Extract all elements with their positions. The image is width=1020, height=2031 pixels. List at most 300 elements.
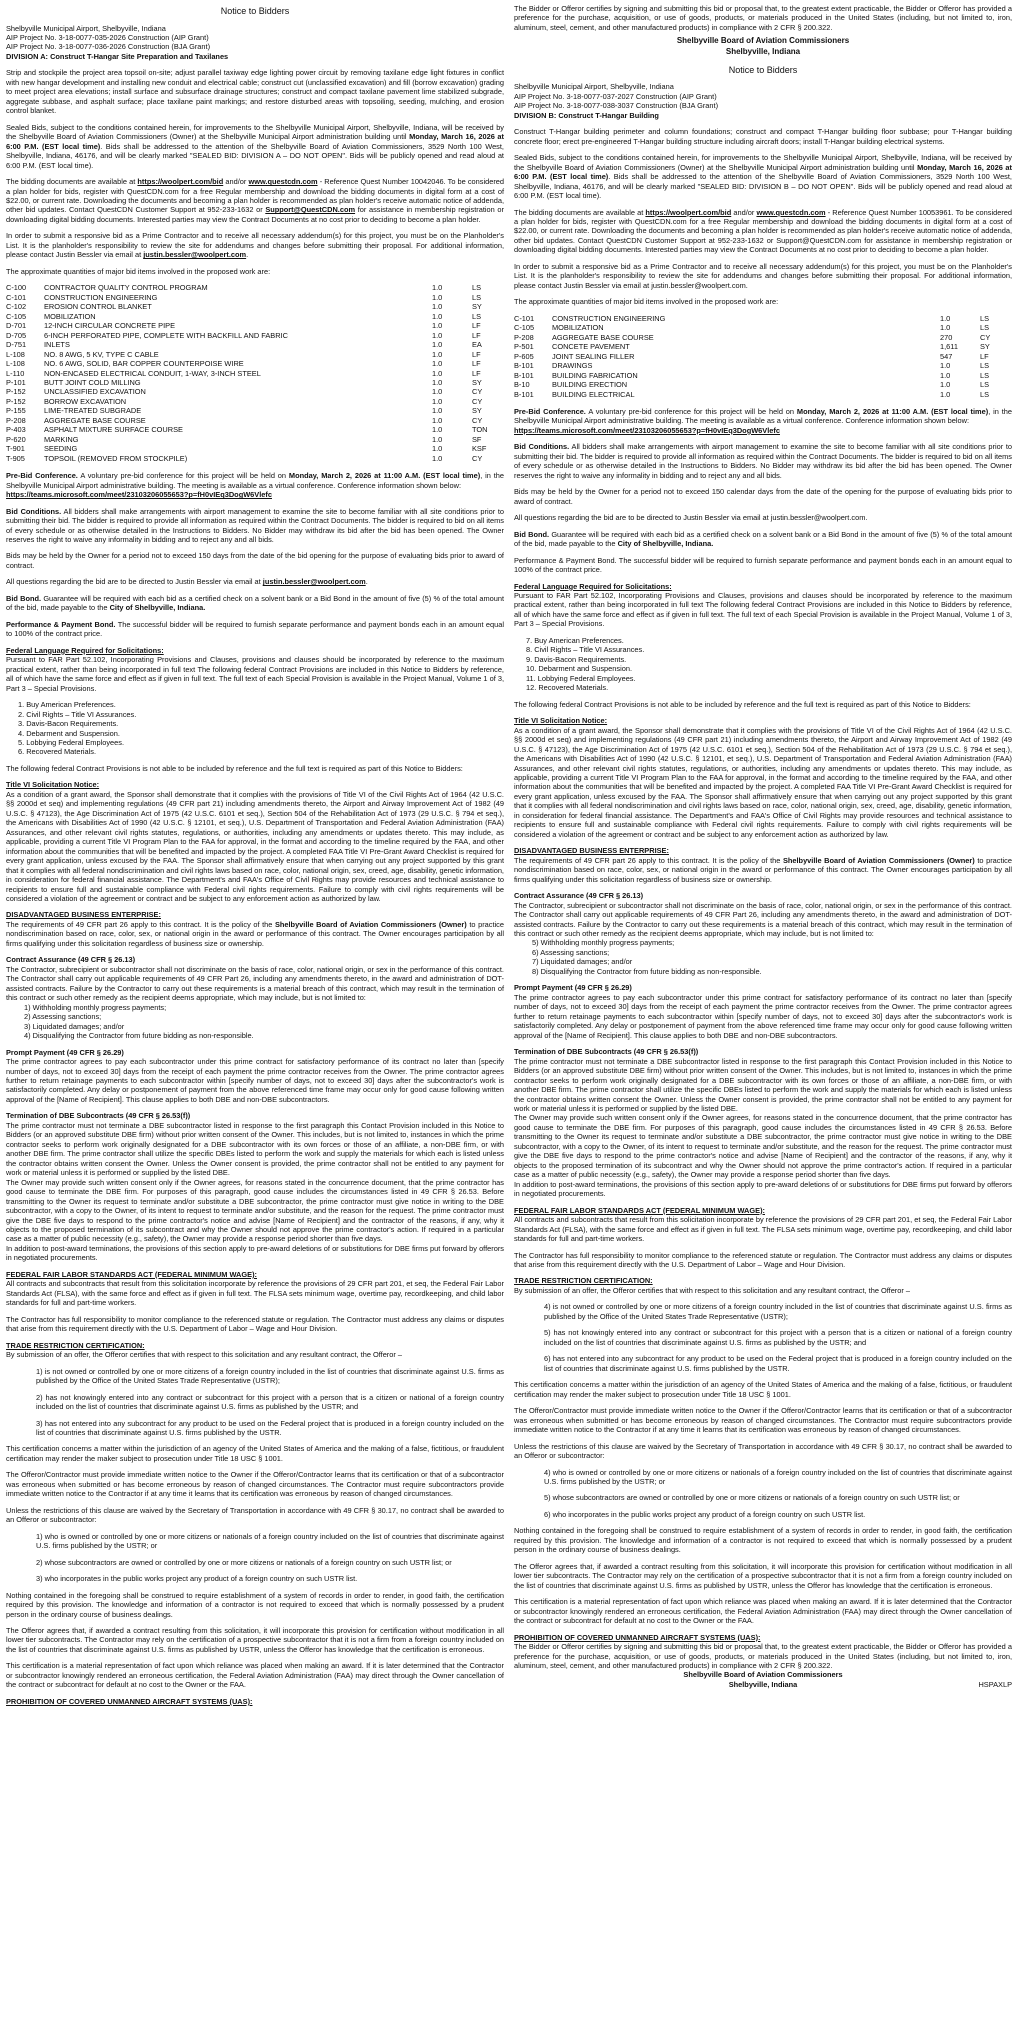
prebid-label: Pre-Bid Conference. xyxy=(514,406,586,416)
item-quantity: 1.0 xyxy=(940,361,951,371)
federal-after-text: The following federal Contract Provisions is not able to be included by reference and the full text is required as part of this Notice to Bidders: xyxy=(514,699,971,709)
item-quantity: 1.0 xyxy=(432,311,443,321)
prebid-paragraph xyxy=(6,471,504,499)
list-item: 3) who incorporates in the public works project any product of a foreign country on such USTR list. xyxy=(36,1574,358,1584)
item-code: P-152 xyxy=(6,396,26,406)
bid-bond-text: Guarantee will be required with each bid as a certified check on a solvent bank or a Bid Bond in the amount of five (5) % of the total amount of the bid, made payable to the xyxy=(6,593,504,613)
sealed-text: Sealed Bids, subject to the conditions contained herein, for improvements to the Shelbyville Municipal Airport, Shelbyville, Indiana, will be received by the Shelbyville Board of Aviation Commissioners (Owner) at the Shelbyville Municipal Airport administration building until xyxy=(514,153,1012,172)
bid-bond-payee: City of Shelbyville, Indiana. xyxy=(617,539,714,549)
trade-intro: By submission of an offer, the Offeror certifies that with respect to this solicitation and any resultant contract, the Offeror – xyxy=(6,1350,403,1360)
questcdn-link[interactable]: www.questcdn.com xyxy=(756,207,826,217)
item-code: C-105 xyxy=(6,311,27,321)
item-quantity: 1.0 xyxy=(432,444,443,454)
item-code: C-101 xyxy=(514,313,535,323)
uas-heading: PROHIBITION OF COVERED UNMANNED AIRCRAFT SYSTEMS (UAS): xyxy=(6,1696,253,1706)
item-description: 12-INCH CIRCULAR CONCRETE PIPE xyxy=(44,321,175,331)
item-code: D-701 xyxy=(6,321,27,331)
item-unit: SY xyxy=(472,406,482,416)
dbe-heading: DISADVANTAGED BUSINESS ENTERPRISE: xyxy=(6,910,161,920)
item-unit: LS xyxy=(980,361,990,371)
item-code: D-751 xyxy=(6,340,27,350)
support-email-link[interactable]: Support@QuestCDN.com xyxy=(265,205,356,215)
item-unit: LS xyxy=(980,313,990,323)
signature-location: Shelbyville, Indiana xyxy=(725,46,801,56)
dbe-text: to practice nondiscrimination based on race, color, sex, or national origin in the award or performance of this contract. The Owner encourages participation by all firms qualifying under this solicitation regardless of business size or ownership. xyxy=(6,919,504,948)
bid-items-table xyxy=(6,283,504,463)
item-description: CONTRACTOR QUALITY CONTROL PROGRAM xyxy=(44,283,208,293)
flsa-heading: FEDERAL FAIR LABOR STANDARDS ACT (FEDERAL MINIMUM WAGE): xyxy=(514,1205,765,1215)
item-description: NO. 6 AWG, SOLID, BAR COPPER COUNTERPOISE WIRE xyxy=(44,359,244,369)
flsa-text: The Contractor has full responsibility to monitor compliance to the referenced statute or regulation. The Contractor must address any claims or disputes that arise from this requirement directly with the U.S. Department of Labor – Wage and Hour Division. xyxy=(6,1314,504,1334)
item-code: P-101 xyxy=(6,377,26,387)
item-unit: LS xyxy=(980,380,990,390)
item-unit: EA xyxy=(472,340,482,350)
trade-text: Unless the restrictions of this clause are waived by the Secretary of Transportation in accordance with 49 CFR § 30.17, no contract shall be awarded to an Offeror or subcontractor: xyxy=(514,1441,1012,1461)
list-item: 4) Disqualifying the Contractor from future bidding as non-responsible. xyxy=(24,1031,254,1041)
item-unit: TON xyxy=(472,425,488,435)
federal-provisions-list xyxy=(514,636,1012,693)
item-quantity: 1.0 xyxy=(432,359,443,369)
dbe-paragraph xyxy=(514,856,1012,884)
item-quantity: 1.0 xyxy=(432,349,443,359)
item-unit: CY xyxy=(472,396,483,406)
item-description: BUILDING ELECTRICAL xyxy=(552,389,635,399)
responsive-bid-paragraph: In order to submit a responsive bid as a Prime Contractor and to receive all necessary addendum(s) for this project, you must be on the Planholder's List. It is the planholder's responsibility to review the site for addendums and changes before submitting their proposal. For additional information, please contact Justin Bessler via email at justin.bessler@woolpert.com. xyxy=(6,231,504,260)
item-quantity: 1.0 xyxy=(432,283,443,293)
item-description: ASPHALT MIXTURE SURFACE COURSE xyxy=(44,425,183,435)
termination-heading: Termination of DBE Subcontracts (49 CFR § 26.53(f)) xyxy=(514,1047,699,1057)
item-code: T-901 xyxy=(6,444,25,454)
item-description: INLETS xyxy=(44,340,70,350)
woolpert-link[interactable]: https://woolpert.com/bid xyxy=(645,207,732,217)
sealed-text: . Bids shall be addressed to the attention of the Shelbyville Board of Aviation Commissioners, 3529 North 100 West, Shelbyville, Indiana, 46176, and will be clearly marked "SEALED BID: DIVISION A – DO NOT OPEN". Bids will be publicly opened and read aloud at 6:00 P.M. (EST local time). xyxy=(6,141,504,170)
federal-language-heading: Federal Language Required for Solicitations: xyxy=(514,581,672,591)
termination-heading: Termination of DBE Subcontracts (49 CFR § 26.53(f)) xyxy=(6,1111,191,1121)
item-description: MOBILIZATION xyxy=(44,311,96,321)
item-quantity: 1.0 xyxy=(432,340,443,350)
header-line: AIP Project No. 3-18-0077-035-2026 Construction (AIP Grant) xyxy=(6,32,209,42)
signature-block xyxy=(683,1670,842,1689)
federal-provisions-list xyxy=(6,700,504,757)
item-quantity: 1,611 xyxy=(940,342,958,352)
bid-bond-label: Bid Bond. xyxy=(514,529,550,539)
item-description: NO. 8 AWG, 5 KV, TYPE C CABLE xyxy=(44,349,159,359)
item-description: UNCLASSIFIED EXCAVATION xyxy=(44,387,146,397)
flsa-text: The Contractor has full responsibility to monitor compliance to the referenced statute or regulation. The Contractor must address any claims or disputes that arise from this requirement directly with the U.S. Department of Labor – Wage and Hour Division. xyxy=(514,1250,1012,1270)
contract-assurance-list xyxy=(6,1003,504,1041)
item-unit: KSF xyxy=(472,444,487,454)
item-description: AGGREGATE BASE COURSE xyxy=(44,415,146,425)
teams-meeting-link[interactable]: https://teams.microsoft.com/meet/23103206055653?p=fH0vIEq3DogW6Vlefc xyxy=(514,425,780,435)
item-description: CONCETE PAVEMENT xyxy=(552,342,630,352)
item-description: DRAWINGS xyxy=(552,361,593,371)
header-line: AIP Project No. 3-18-0077-036-2026 Construction (BJA Grant) xyxy=(6,42,211,52)
bid-conditions-label: Bid Conditions. xyxy=(514,442,570,452)
item-quantity: 1.0 xyxy=(432,292,443,302)
item-description: MOBILIZATION xyxy=(552,323,604,333)
bid-conditions-paragraph xyxy=(6,507,504,545)
item-description: CONSTRUCTION ENGINEERING xyxy=(552,313,666,323)
federal-language-intro: Pursuant to FAR Part 52.102, Incorporating Provisions and Clauses, provisions and clauses should be incorporated by reference to the maximum practical extent, rather than being incorporated in full text The following federal Contract Provisions are included in this Notice to Bidders by reference, all of which have the same force and effect as if given in full text. The full text of each Special Provision is available in the Project Manual, Volume 1 of 3, Part 3 – Special Provisions. xyxy=(514,591,1012,629)
list-item: 7) Liquidated damages; and/or xyxy=(532,957,633,967)
item-code: B-101 xyxy=(514,361,534,371)
item-description: SEEDING xyxy=(44,444,78,454)
continued-text: The Bidder or Offeror certifies by signing and submitting this bid or proposal that, to the greatest extent practicable, the Bidder or Offeror has provided a preference for the purchase, acquisition, or use of goods, products, or materials produced in the United States (including, but not limited to, iron, aluminum, steel, cement, and other manufactured products) in compliance with 2 CFR § 200.322. xyxy=(514,4,1012,32)
item-quantity: 1.0 xyxy=(940,323,951,333)
item-description: 6-INCH PERFORATED PIPE, COMPLETE WITH BACKFILL AND FABRIC xyxy=(44,330,288,340)
list-item: 5) has not knowingly entered into any contract or subcontract for this project with a person that is a citizen or national of a foreign country included on the list of countries that discriminate against U.S. firms as published by the USTR; and xyxy=(544,1328,1012,1347)
prebid-paragraph xyxy=(514,407,1012,435)
trade-intro: By submission of an offer, the Offeror certifies that with respect to this solicitation and any resultant contract, the Offeror – xyxy=(514,1285,911,1295)
list-item: 6) has not entered into any subcontract for any product to be used on the Federal project that is produced in a foreign country included on the list of countries that discriminate against U.S. firms published by the USTR. xyxy=(544,1354,1012,1373)
item-quantity: 1.0 xyxy=(432,377,443,387)
performance-bond-paragraph: Performance & Payment Bond. The successful bidder will be required to furnish separate performance and payment bonds each in an amount equal to 100% of the contract price. xyxy=(514,555,1012,575)
trade-text: This certification is a material representation of fact upon which reliance was placed when making an award. If it is later determined that the Contractor or subcontractor knowingly rendered an erroneous certification, the Federal Aviation Administration (FAA) may direct through the Owner cancellation of the contract or subcontract for default at no cost to the Owner or the FAA. xyxy=(6,1661,504,1690)
bidding-documents-paragraph xyxy=(6,177,504,224)
prebid-date: Monday, March 2, 2026 at 11:00 A.M. (EST local time) xyxy=(288,471,481,481)
termination-text: In addition to post-award terminations, the provisions of this section apply to pre-award deletions of or substitutions for DBE firms put forward by offerors in negotiated procurements. xyxy=(6,1243,504,1263)
trade-text: This certification concerns a matter within the jurisdiction of an agency of the United States of America and the making of a false, fictitious, or fraudulent certification may render the maker subject to prosecution under Title 18 USC § 1001. xyxy=(6,1444,504,1463)
item-quantity: 1.0 xyxy=(940,313,951,323)
item-code: L-110 xyxy=(6,368,25,378)
termination-text: The Owner may provide such written consent only if the Owner agrees, for reasons stated in the concurrence document, that the prime contractor has good cause to terminate the DBE firm. For purposes of this paragraph, good cause includes the circumstances listed in 49 CFR § 26.53. Before transmitting to the Owner its request to terminate and/or substitute a DBE subcontractor, the prime contractor must give notice in writing to the DBE subcontractor, with a copy to the Owner, of its intent to request to terminate and/or substitute, and the reason for the request. The prime contractor must give the DBE five days to respond to the prime contractor's notice and advise [Name of Recipient] and the contractor of the reasons, if any, why it objects to the proposed termination of its subcontract and why the Owner should not approve the prime contractor's action. If required in a particular case as a matter of public necessity (e.g., safety), the Owner may provide a response period shorter than five days. xyxy=(514,1113,1012,1180)
trade-restriction-heading: TRADE RESTRICTION CERTIFICATION: xyxy=(514,1276,653,1286)
list-item: 5) whose subcontractors are owned or controlled by one or more citizens or nationals of a foreign country on such USTR list; or xyxy=(544,1493,960,1503)
termination-text: The Owner may provide such written consent only if the Owner agrees, for reasons stated in the concurrence document, that the prime contractor has good cause to terminate the DBE firm. For purposes of this paragraph, good cause includes the circumstances listed in 49 CFR § 26.53. Before transmitting to the Owner its request to terminate and/or substitute a DBE subcontractor, the prime contractor must give notice in writing to the DBE subcontractor, with a copy to the Owner, of its intent to request to terminate and/or substitute, and the reason for the request. The prime contractor must give the DBE five days to respond to the prime contractor's notice and advise [Name of Recipient] and the contractor of the reasons, if any, why it objects to the proposed termination of its subcontract and why the Owner should not approve the prime contractor's action. If required in a particular case as a matter of public necessity (e.g., safety), the Owner may provide a response period shorter than five days. xyxy=(6,1177,504,1244)
docs-text: and/or xyxy=(733,207,755,217)
item-code: T-905 xyxy=(6,453,25,463)
bid-items-table xyxy=(514,314,1012,399)
bid-bond-text: Guarantee will be required with each bid as a certified check on a solvent bank or a Bid Bond in the amount of five (5) % of the total amount of the bid, made payable to the xyxy=(514,529,1012,549)
item-code: L-108 xyxy=(6,349,25,359)
item-code: D-705 xyxy=(6,330,27,340)
item-description: JOINT SEALING FILLER xyxy=(552,351,635,361)
questcdn-link[interactable]: www.questcdn.com xyxy=(248,177,318,187)
dbe-text: The requirements of 49 CFR part 26 apply to this contract. It is the policy of the xyxy=(6,919,273,929)
questions-paragraph: All questions regarding the bid are to be directed to Justin Bessler via email at justin.bessler@woolpert.com. xyxy=(6,577,368,587)
prebid-text: A voluntary pre-bid conference for this project will be held on xyxy=(588,406,795,416)
flsa-heading: FEDERAL FAIR LABOR STANDARDS ACT (FEDERAL MINIMUM WAGE): xyxy=(6,1269,257,1279)
item-unit: SY xyxy=(472,377,482,387)
item-code: C-100 xyxy=(6,283,27,293)
item-description: BUILDING ERECTION xyxy=(552,380,628,390)
list-item: 2) has not knowingly entered into any contract or subcontract for this project with a person that is a citizen or national of a foreign country included on the list of countries that discriminate against U.S. firms as published by the USTR; and xyxy=(36,1392,504,1412)
bid-conditions-text: All bidders shall make arrangements with airport management to examine the site to become familiar with all site conditions prior to submitting their bid. The bidder is required to provide all information as required within the Contract Documents. The bidder is required to bid on all items of every schedule or as otherwise detailed in the Instructions to Bidders. No Bidder may withdraw its bid after the bid has been opened. The Owner reserves the right to waive any informality in bidding and to reject any and all bids. xyxy=(6,506,504,545)
prebid-date: Monday, March 2, 2026 at 11:00 A.M. (EST local time) xyxy=(796,406,989,416)
item-unit: LS xyxy=(980,370,990,380)
list-item: 10. Debarment and Suspension. xyxy=(526,664,633,674)
scope-paragraph: Strip and stockpile the project area topsoil on-site; adjust parallel taxiway edge lighting power circuit by removing taxilane edge light fixtures in conflict with new hangar development and installing new conduit and electrical cable; construct cut (unclassified excavation) and fill (borrow excavation) grading to meet project area elevations; install surface and subsurface drainage structures; construct and compact taxilane pavement lime stabilized subgrade, aggregate subbase, and asphalt surface; place taxilane paint markings; and restore disturbed areas with topsoiling, seeding, mulching, and erosion control blanket. xyxy=(6,68,504,116)
item-quantity: 1.0 xyxy=(432,396,443,406)
item-quantity: 1.0 xyxy=(432,368,443,378)
item-unit: LF xyxy=(980,351,989,361)
list-item: 5) Withholding monthly progress payments; xyxy=(532,938,675,948)
division-heading: DIVISION B: Construct T-Hangar Building xyxy=(514,110,659,120)
footer xyxy=(514,1670,1012,1689)
item-unit: LS xyxy=(980,323,990,333)
teams-meeting-link[interactable]: https://teams.microsoft.com/meet/23103206055653?p=fH0vIEq3DogW6Vlefc xyxy=(6,490,272,500)
prompt-payment-heading: Prompt Payment (49 CFR § 26.29) xyxy=(6,1047,124,1057)
trade-text: The Offeror agrees that, if awarded a contract resulting from this solicitation, it will incorporate this provision for certification without modification in all lower tier subcontracts. The Contractor may rely on the certification of a prospective subcontractor that it is not a firm from a foreign country included on the list of countries that discriminate against U.S. firms as published by USTR, unless the Offeror has knowledge that the certification is erroneous. xyxy=(6,1626,504,1654)
trade-list-2 xyxy=(514,1468,1012,1520)
item-quantity: 1.0 xyxy=(940,380,951,390)
bid-bond-paragraph xyxy=(6,594,504,613)
item-code: B-101 xyxy=(514,370,534,380)
sealed-text: Sealed Bids, subject to the conditions contained herein, for improvements to the Shelbyville Municipal Airport, Shelbyville, Indiana, will be received by the Shelbyville Board of Aviation Commissioners (Owner) at the Shelbyville Municipal Airport administration building until xyxy=(6,122,504,142)
list-item: 9. Davis-Bacon Requirements. xyxy=(526,654,627,664)
signature-name: Shelbyville Board of Aviation Commissioners xyxy=(676,36,850,46)
item-quantity: 1.0 xyxy=(432,434,443,444)
item-description: TOPSOIL (REMOVED FROM STOCKPILE) xyxy=(44,453,188,463)
item-quantity: 1.0 xyxy=(432,406,443,416)
list-item: 1) is not owned or controlled by one or more citizens of a foreign country included in the list of countries that discriminate against U.S. firms as published by the Office of the United States Trade Representative (USTR); xyxy=(36,1366,504,1386)
termination-text: The prime contractor must not terminate a DBE subcontractor listed in response to the first paragraph this Contact Provision included in this Notice to Bidders (or an approved substitute DBE firm) without prior written consent of the Owner. This includes, but is not limited to, instances in which the prime contractor seeks to perform work originally designated for a DBE subcontractor with its own forces or those of an affiliate, a non-DBE firm, or with another DBE firm. The prime contractor shall utilize the specific DBEs listed to perform the work and supply the materials for which each is listed unless the contractor obtains written consent the Owner. Unless the Owner consent is provided, the prime contractor shall not be entitled to any payment for work or material unless it is performed or supplied by the listed DBE. xyxy=(514,1056,1012,1113)
dbe-text: The requirements of 49 CFR part 26 apply to this contract. It is the policy of the xyxy=(514,855,781,865)
sealed-bids-paragraph xyxy=(514,153,1012,200)
item-description: LIME-TREATED SUBGRADE xyxy=(44,406,142,416)
list-item: 1) Withholding monthly progress payments; xyxy=(24,1002,167,1012)
federal-language-heading: Federal Language Required for Solicitations: xyxy=(6,645,164,655)
notice-title: Notice to Bidders xyxy=(220,6,290,16)
division-heading: DIVISION A: Construct T-Hangar Site Preparation and Taxilanes xyxy=(6,51,229,61)
list-item: 12. Recovered Materials. xyxy=(526,683,609,693)
item-unit: CY xyxy=(472,415,483,425)
trade-text: Unless the restrictions of this clause are waived by the Secretary of Transportation in accordance with 49 CFR § 30.17, no contract shall be awarded to an Offeror or subcontractor: xyxy=(6,1505,504,1525)
item-code: B-101 xyxy=(514,389,534,399)
title-vi-text: As a condition of a grant award, the Sponsor shall demonstrate that it complies with the provisions of Title VI of the Civil Rights Act of 1964 (42 U.S.C. §§ 2000d et seq) and implementing regulations (49 CFR part 21) including amendments thereto, the Airport and Airway Improvement Act of 1982 (49 U.S.C. § 47123), the Age Discrimination Act of 1975 (42 U.S.C. 6101 et seq.), Section 504 of the Rehabilitation Act of 1973 (29 U.S.C. § 794 et seq.), the Americans with Disabilities Act of 1990 (42 U.S.C. § 12101, et seq.), U.S. Department of Transportation and Federal Aviation Administration (FAA) Assurances, and other relevant civil rights statutes, regulations, or authorities, including any amendments or updates thereto. This may include, as applicable, providing a current Title VI Program Plan to the FAA for approval, in the format and according to the timeline required by the FAA, and other information about the communities that will be benefited and impacted by the project. A completed FAA Title VI Pre-Grant Award Checklist is required for every grant application, unless excused by the FAA. The Sponsor shall affirmatively ensure that when carrying out any project supported by this grant that it complies with all federal nondiscrimination and civil rights laws based on race, color, national origin, sex, creed, age, disability, genetic information, in consideration for federal financial assistance. The Department's and FAA's Office of Civil Rights may provide resources and technical assistance to recipients to ensure full and sustainable compliance with Federal civil rights requirements. Failure to comply with civil rights requirements will be considered a violation of the agreement or contract and be subject to any enforcement action as authorized by law. xyxy=(514,725,1012,839)
list-item: 4) who is owned or controlled by one or more citizens or nationals of a foreign country included on the list of countries that discriminate against U.S. firms published by the USTR; or xyxy=(544,1467,1012,1486)
prebid-label: Pre-Bid Conference. xyxy=(6,471,78,481)
item-unit: LF xyxy=(472,330,481,340)
questions-paragraph: All questions regarding the bid are to be directed to Justin Bessler via email at justin.bessler@woolpert.com. xyxy=(514,513,868,523)
item-quantity: 547 xyxy=(940,351,953,361)
item-unit: LF xyxy=(472,359,481,369)
list-item: 2) Assessing sanctions; xyxy=(24,1012,102,1022)
item-unit: SY xyxy=(980,342,990,352)
trade-list xyxy=(6,1367,504,1438)
questions-email-link[interactable]: justin.bessler@woolpert.com xyxy=(262,577,366,587)
prebid-text: A voluntary pre-bid conference for this project will be held on xyxy=(80,471,287,481)
item-unit: LS xyxy=(980,389,990,399)
quantities-intro: The approximate quantities of major bid items involved in the proposed work are: xyxy=(514,297,779,307)
sealed-bids-paragraph xyxy=(6,123,504,170)
signature-name: Shelbyville Board of Aviation Commissioners xyxy=(683,1670,843,1680)
trade-list-2 xyxy=(6,1532,504,1584)
item-quantity: 1.0 xyxy=(432,415,443,425)
list-item: 1. Buy American Preferences. xyxy=(18,700,116,710)
prompt-payment-text: The prime contractor agrees to pay each subcontractor under this prime contract for satisfactory performance of its contract no later than [specify number of days, not to exceed 30] days from the receipt of each payment the prime contractor receives from the Owner. The prime contractor agrees further to return retainage payments to each subcontractor within [specify number of days, not to exceed 30] days after the subcontractor's work is satisfactorily completed. Any delay or postponement of payment from the above referenced time frame may occur only for good cause following written approval of the [Name of Recipient]. This clause applies to both DBE and non-DBE subcontractors. xyxy=(6,1057,504,1104)
contract-assurance-heading: Contract Assurance (49 CFR § 26.13) xyxy=(514,891,644,901)
item-quantity: 1.0 xyxy=(432,321,443,331)
title-vi-heading: Title VI Solicitation Notice: xyxy=(6,780,100,790)
list-item: 2. Civil Rights – Title VI Assurances. xyxy=(18,709,137,719)
quantities-intro: The approximate quantities of major bid items involved in the proposed work are: xyxy=(6,266,271,276)
item-description: BUILDING FABRICATION xyxy=(552,370,638,380)
woolpert-link[interactable]: https://woolpert.com/bid xyxy=(137,177,224,187)
item-code: P-208 xyxy=(6,415,26,425)
bid-period-paragraph: Bids may be held by the Owner for a period not to exceed 150 calendar days from the date of the opening for the purpose of evaluating bids prior to award of contract. xyxy=(514,487,1012,506)
item-code: C-105 xyxy=(514,323,535,333)
header-line: AIP Project No. 3-18-0077-038-3037 Construction (BJA Grant) xyxy=(514,101,719,111)
item-quantity: 1.0 xyxy=(940,389,951,399)
list-item: 8. Civil Rights – Title VI Assurances. xyxy=(526,645,645,655)
list-item: 11. Lobbying Federal Employees. xyxy=(526,673,636,683)
contract-assurance-heading: Contract Assurance (49 CFR § 26.13) xyxy=(6,955,136,965)
item-quantity: 1.0 xyxy=(432,425,443,435)
item-code: B-10 xyxy=(514,380,530,390)
uas-text: The Bidder or Offeror certifies by signing and submitting this bid or proposal that, to the greatest extent practicable, the Bidder or Offeror has provided a preference for the purchase, acquisition, or use of goods, products, or materials produced in the United States (including, but not limited to, iron, aluminum, steel, cement, and other manufactured products) in compliance with 2 CFR § 200.322. xyxy=(514,1642,1012,1671)
list-item: 8) Disqualifying the Contractor from future bidding as non-responsible. xyxy=(532,966,762,976)
list-item: 6) who incorporates in the public works project any product of a foreign country on such USTR list. xyxy=(544,1509,866,1519)
trade-text: The Offeror agrees that, if awarded a contract resulting from this solicitation, it will incorporate this provision for certification without modification in all lower tier subcontracts. The Contractor may rely on the certification of a prospective subcontractor that it is not a firm from a foreign country included on the list of countries that discriminate against U.S. firms as published by USTR, unless the Offeror has knowledge that the certification is erroneous. xyxy=(514,1561,1012,1590)
title-vi-heading: Title VI Solicitation Notice: xyxy=(514,716,608,726)
bid-deadline: Monday, March 16, 2026 at 6:00 P.M. (EST local time) xyxy=(514,162,1012,182)
item-description: BORROW EXCAVATION xyxy=(44,396,127,406)
bidding-documents-paragraph xyxy=(514,208,1012,255)
item-unit: LF xyxy=(472,349,481,359)
bid-deadline: Monday, March 16, 2026 at 6:00 P.M. (EST local time) xyxy=(6,132,504,151)
bid-bond-label: Bid Bond. xyxy=(6,593,42,603)
item-description: BUTT JOINT COLD MILLING xyxy=(44,377,141,387)
performance-bond-paragraph xyxy=(6,620,504,639)
header-line: Shelbyville Municipal Airport, Shelbyville, Indiana xyxy=(6,23,166,33)
item-description: AGGREGATE BASE COURSE xyxy=(552,332,654,342)
signature-location: Shelbyville, Indiana xyxy=(728,1679,798,1689)
scope-paragraph: Construct T-Hangar building perimeter and column foundations; construct and compact T-Hangar building floor subbase; pour T-Hangar building concrete floor; erect pre-engineered T-Hangar building structure including aircraft doors; install T-Hangar building electrical systems. xyxy=(514,127,1012,146)
flsa-text: All contracts and subcontracts that result from this solicitation incorporate by reference the provisions of 29 CFR part 201, et seq, the Federal Fair Labor Standards Act (FLSA), with the same force and effect as if given in full text. The FLSA sets minimum wage, overtime pay, recordkeeping, and child labor standards for full and part-time workers. xyxy=(514,1215,1012,1244)
list-item: 3) has not entered into any subcontract for any product to be used on the Federal project that is produced in a foreign country included on the list of countries that discriminate against U.S. firms published by the USTR. xyxy=(36,1418,504,1437)
item-unit: CY xyxy=(472,453,483,463)
dbe-text: to practice nondiscrimination based on race, color, sex, or national origin in the award or performance of this contract. The Owner encourages participation by all firms qualifying under this solicitation regardless of business size or ownership. xyxy=(514,855,1012,884)
uas-heading: PROHIBITION OF COVERED UNMANNED AIRCRAFT SYSTEMS (UAS): xyxy=(514,1632,761,1642)
responsive-text: In order to submit a responsive bid as a Prime Contractor and to receive all necessary addendum(s) for this project, you must be on the Planholder's List. It is the planholder's responsibility to review the site for addendums and changes before submitting their proposal. For additional information, please contact Justin Bessler via email at xyxy=(6,231,504,260)
header-line: AIP Project No. 3-18-0077-037-2027 Construction (AIP Grant) xyxy=(514,91,717,101)
item-unit: LF xyxy=(472,321,481,331)
item-quantity: 1.0 xyxy=(432,387,443,397)
item-code: P-620 xyxy=(6,434,26,444)
title-vi-text: As a condition of a grant award, the Sponsor shall demonstrate that it complies with the provisions of Title VI of the Civil Rights Act of 1964 (42 U.S.C. §§ 2000d et seq) and implementing regulations (49 CFR part 21) including amendments thereto, the Airport and Airway Improvement Act of 1982 (49 U.S.C. § 47123), the Age Discrimination Act of 1975 (42 U.S.C. 6101 et seq.), Section 504 of the Rehabilitation Act of 1973 (29 U.S.C. § 794 et seq.), the Americans with Disabilities Act of 1990 (42 U.S.C. § 12101, et seq.), U.S. Department of Transportation and Federal Aviation Administration (FAA) Assurances, and other relevant civil rights statutes, regulations, or authorities, including any amendments or updates thereto. This may include, as applicable, providing a current Title VI Program Plan to the FAA for approval, in the format and according to the timeline required by the FAA, and other information about the communities that will be benefited and impacted by the project. A completed FAA Title VI Pre-Grant Award Checklist is required for every grant application, unless excused by the FAA. The Sponsor shall affirmatively ensure that when carrying out any project supported by this grant that it complies with all federal nondiscrimination and civil rights laws based on race, color, national origin, sex, creed, age, disability, genetic information, in consideration for federal financial assistance. The Department's and FAA's Office of Civil Rights may provide resources and technical assistance to recipients to ensure full and sustainable compliance with Federal civil rights requirements. Failure to comply with civil rights requirements will be considered a violation of the agreement or contract and be subject to any enforcement action as authorized by law. xyxy=(6,789,504,904)
trade-text: This certification concerns a matter within the jurisdiction of an agency of the United States of America and the making of a false, fictitious, or fraudulent certification may render the maker subject to prosecution under Title 18 USC § 1001. xyxy=(514,1380,1012,1399)
item-code: P-152 xyxy=(6,387,26,397)
list-item: 6. Recovered Materials. xyxy=(18,747,97,757)
item-code: C-101 xyxy=(6,292,27,302)
trade-restriction-heading: TRADE RESTRICTION CERTIFICATION: xyxy=(6,1340,145,1350)
list-item: 7. Buy American Preferences. xyxy=(526,635,624,645)
item-description: EROSION CONTROL BLANKET xyxy=(44,302,152,312)
questions-text: All questions regarding the bid are to be directed to Justin Bessler via email at xyxy=(6,577,261,587)
notice-division-a xyxy=(6,4,504,1706)
responsive-bid-paragraph: In order to submit a responsive bid as a Prime Contractor and to receive all necessary addendum(s) for this project, you must be on the Planholder's List. It is the planholder's responsibility to review the site for addendums and changes before submitting their proposal. For additional information, please contact Justin Bessler via email at justin.bessler@woolpert.com. xyxy=(514,261,1012,290)
item-unit: LS xyxy=(472,283,482,293)
item-code: P-403 xyxy=(6,425,26,435)
contract-assurance-list xyxy=(514,938,1012,976)
list-item: 6) Assessing sanctions; xyxy=(532,947,610,957)
bid-conditions-label: Bid Conditions. xyxy=(6,506,62,516)
docs-text: The bidding documents are available at xyxy=(6,177,136,187)
trade-text: The Offeror/Contractor must provide immediate written notice to the Owner if the Offeror/Contractor learns that its certification or that of a subcontractor was erroneous when submitted or has become erroneous by reason of changed circumstances. The Contractor must require subcontractors provide immediate written notice to the Contractor if at any time it learns that its certification was erroneous by reason of changed circumstances. xyxy=(6,1470,504,1499)
prompt-payment-heading: Prompt Payment (49 CFR § 26.29) xyxy=(514,983,632,993)
federal-language-intro: Pursuant to FAR Part 52.102, Incorporating Provisions and Clauses, provisions and clauses should be incorporated by reference to the maximum practical extent, rather than being incorporated in full text The following federal Contract Provisions are included in this Notice to Bidders by reference, all of which have the same force and effect as if given in full text. The full text of each Special Provision is available in the Project Manual, Volume 1 of 3, Part 3 – Special Provisions. xyxy=(6,655,504,693)
item-quantity: 1.0 xyxy=(432,330,443,340)
list-item: 3. Davis-Bacon Requirements. xyxy=(18,719,119,729)
item-quantity: 1.0 xyxy=(432,453,443,463)
contract-assurance-text: The Contractor, subrecipient or subcontractor shall not discriminate on the basis of race, color, national origin, or sex in the performance of this contract. The Contractor shall carry out applicable requirements of 49 CFR Part 26, including any amendments thereto, in the award and administration of DOT-assisted contracts. Failure by the Contractor to carry out these requirements is a material breach of this contract, which may result in the termination of this contract or such other remedy as the recipient deems appropriate, which may include, but is not limited to: xyxy=(514,900,1012,939)
list-item: 2) whose subcontractors are owned or controlled by one or more citizens or nationals of a foreign country on such USTR list; or xyxy=(36,1557,452,1567)
item-unit: SY xyxy=(472,302,482,312)
sealed-text: . Bids shall be addressed to the attention of the Shelbyville Board of Aviation Commissioners, 3529 North 100 West, Shelbyville, Indiana, 46176, and will be clearly marked "SEALED BID: DIVISION B – DO NOT OPEN". Bids will be publicly opened and read aloud at 6:00 P.M. (EST local time). xyxy=(514,172,1012,201)
item-unit: LF xyxy=(472,368,481,378)
contact-email-link[interactable]: justin.bessler@woolpert.com xyxy=(143,250,247,260)
item-code: P-605 xyxy=(514,351,534,361)
item-unit: SF xyxy=(472,434,482,444)
bid-bond-payee: City of Shelbyville, Indiana. xyxy=(109,603,206,613)
list-item: 5. Lobbying Federal Employees. xyxy=(18,737,124,747)
item-unit: LS xyxy=(472,292,482,302)
trade-list xyxy=(514,1302,1012,1373)
performance-bond-text: The successful bidder will be required to furnish separate performance and payment bonds each in an amount equal to 100% of the contract price. xyxy=(6,619,504,639)
termination-text: In addition to post-award terminations, the provisions of this section apply to pre-award deletions of or substitutions for DBE firms put forward by offerors in negotiated procurements. xyxy=(514,1179,1012,1199)
item-description: MARKING xyxy=(44,434,79,444)
flsa-text: All contracts and subcontracts that result from this solicitation incorporate by reference the provisions of 29 CFR part 201, et seq, the Federal Fair Labor Standards Act (FLSA), with the same force and effect as if given in full text. The FLSA sets minimum wage, overtime pay, recordkeeping, and child labor standards for full and part-time workers. xyxy=(6,1279,504,1308)
item-code: P-155 xyxy=(6,406,26,416)
item-code: L-108 xyxy=(6,359,25,369)
docs-text: for assistance in membership registration or downloading digital bidding documents. Interested parties may view the Contract Documents at no cost prior to deciding to become a plan holder. xyxy=(6,205,504,224)
dbe-heading: DISADVANTAGED BUSINESS ENTERPRISE: xyxy=(514,846,669,856)
item-quantity: 270 xyxy=(940,332,953,342)
item-unit: LS xyxy=(472,311,482,321)
item-unit: CY xyxy=(980,332,991,342)
notice-division-b xyxy=(514,4,1012,1689)
item-unit: CY xyxy=(472,387,483,397)
docs-text: and/or xyxy=(225,177,247,187)
contract-assurance-text: The Contractor, subrecipient or subcontractor shall not discriminate on the basis of race, color, national origin, or sex in the performance of this contract. The Contractor shall carry out applicable requirements of 49 CFR Part 26, including any amendments thereto, in the award and administration of DOT-assisted contracts. Failure by the Contractor to carry out these requirements is a material breach of this contract, which may result in the termination of this contract or such other remedy as the recipient deems appropriate, which may include, but is not limited to: xyxy=(6,964,504,1003)
prebid-text: , in the Shelbyville Municipal Airport administrative building. The meeting is available as a virtual conference. Conference information shown below: xyxy=(514,406,1012,426)
item-quantity: 1.0 xyxy=(432,302,443,312)
trade-text: Nothing contained in the foregoing shall be construed to require establishment of a system of records in order to render, in good faith, the certification required by this provision. The knowledge and information of a contractor is not required to exceed that which is normally possessed by a prudent person in the ordinary course of business dealings. xyxy=(514,1526,1012,1555)
item-code: P-501 xyxy=(514,342,534,352)
bid-period-paragraph: Bids may be held by the Owner for a period not to exceed 150 days from the date of the bid opening for the purpose of evaluating bids prior to award of contract. xyxy=(6,551,504,570)
trade-text: This certification is a material representation of fact upon which reliance was placed when making an award. If it is later determined that the Contractor or subcontractor knowingly rendered an erroneous certification, the Federal Aviation Administration (FAA) may direct through the Owner cancellation of the contract or subcontract for default at no cost to the Owner or the FAA. xyxy=(514,1597,1012,1626)
trade-text: Nothing contained in the foregoing shall be construed to require establishment of a system of records in order to render, in good faith, the certification required by this provision. The knowledge and information of a contractor is not required to exceed that which is normally possessed by a prudent person in the ordinary course of business dealings. xyxy=(6,1590,504,1619)
prebid-text: , in the Shelbyville Municipal Airport administrative building. The meeting is available as a virtual conference. Conference information shown below: xyxy=(6,471,504,490)
docs-text: - Reference Quest Number 10042046. To be considered a plan holder for bids, register with QuestCDN.com for a free Regular membership and download the bidding documents in digital form at a cost of $22.00, or current rate. Downloading the documents and becoming a plan holder is recommended as plan holder's receive automatic notice of addenda, other bid updates. Contact QuestCDN Customer Support at 952-233-1632 or xyxy=(6,177,505,215)
notice-title: Notice to Bidders xyxy=(728,64,798,75)
docs-text: - Reference Quest Number 10053961. To be considered a plan holder for bids, register with QuestCDN.com for a free Regular membership and download the bidding documents in digital form at a cost of $22.00, or current rate. Downloading the documents and becoming a plan holder is recommended as plan holder's receive automatic notice of addenda, other bid updates. Contact QuestCDN Customer Support at 952-233-1632 or Support@QuestCDN.com for assistance in membership registration or downloading digital bidding documents. Interested parties may view the Contract Documents at no cost prior to deciding to become a plan holder. xyxy=(514,207,1013,255)
list-item: 4. Debarment and Suspension. xyxy=(18,728,120,738)
dbe-owner: Shelbyville Board of Aviation Commissioners (Owner) xyxy=(782,855,975,865)
bid-bond-paragraph xyxy=(514,530,1012,549)
docs-text: The bidding documents are available at xyxy=(514,207,644,217)
list-item: 4) is not owned or controlled by one or more citizens of a foreign country included in the list of countries that discriminate against U.S. firms as published by the Office of the United States Trade Representative (USTR); xyxy=(544,1302,1012,1321)
performance-bond-label: Performance & Payment Bond. xyxy=(6,619,116,629)
bid-conditions-paragraph xyxy=(514,442,1012,480)
trade-text: The Offeror/Contractor must provide immediate written notice to the Owner if the Offeror/Contractor learns that its certification or that of a subcontractor was erroneous when submitted or has become erroneous by reason of changed circumstances. The Contractor must require subcontractors provide immediate written notice to the Contractor if at any time it learns that its certification was erroneous by reason of changed circumstances. xyxy=(514,1406,1012,1435)
federal-after-text: The following federal Contract Provisions is not able to be included by reference and the full text is required as part of this Notice to Bidders: xyxy=(6,763,463,773)
item-code: C-102 xyxy=(6,302,27,312)
item-description: CONSTRUCTION ENGINEERING xyxy=(44,292,158,302)
footer-code: HSPAXLP xyxy=(978,1679,1012,1689)
list-item: 3) Liquidated damages; and/or xyxy=(24,1021,125,1031)
dbe-paragraph xyxy=(6,920,504,948)
list-item: 1) who is owned or controlled by one or more citizens or nationals of a foreign country included on the list of countries that discriminate against U.S. firms published by the USTR; or xyxy=(36,1531,504,1551)
header-line: Shelbyville Municipal Airport, Shelbyville, Indiana xyxy=(514,82,674,92)
prompt-payment-text: The prime contractor agrees to pay each subcontractor under this prime contract for satisfactory performance of its contract no later than [specify number of days, not to exceed 30] days from the receipt of each payment the prime contractor receives from the Owner. The prime contractor agrees further to return retainage payments to each subcontractor within [specify number of days, not to exceed 30] days after the subcontractor's work is satisfactorily completed. Any delay or postponement of payment from the above referenced time frame may occur only for good cause following written approval of the [Name of Recipient]. This clause applies to both DBE and non-DBE subcontractors. xyxy=(514,992,1012,1040)
dbe-owner: Shelbyville Board of Aviation Commissioners (Owner) xyxy=(274,919,467,929)
termination-text: The prime contractor must not terminate a DBE subcontractor listed in response to the first paragraph this Contact Provision included in this Notice to Bidders (or an approved substitute DBE firm) without prior written consent of the Owner. This includes, but is not limited to, instances in which the prime contractor seeks to perform work originally designated for a DBE subcontractor with its own forces or those of an affiliate, a non-DBE firm, or with another DBE firm. The prime contractor shall utilize the specific DBEs listed to perform the work and supply the materials for which each is listed unless the contractor obtains written consent the Owner. Unless the Owner consent is provided, the prime contractor shall not be entitled to any payment for work or material unless it is performed or supplied by the listed DBE. xyxy=(6,1120,504,1178)
item-quantity: 1.0 xyxy=(940,370,951,380)
item-code: P-208 xyxy=(514,332,534,342)
item-description: NON-ENCASED ELECTRICAL CONDUIT, 1-WAY, 3-INCH STEEL xyxy=(44,368,261,378)
